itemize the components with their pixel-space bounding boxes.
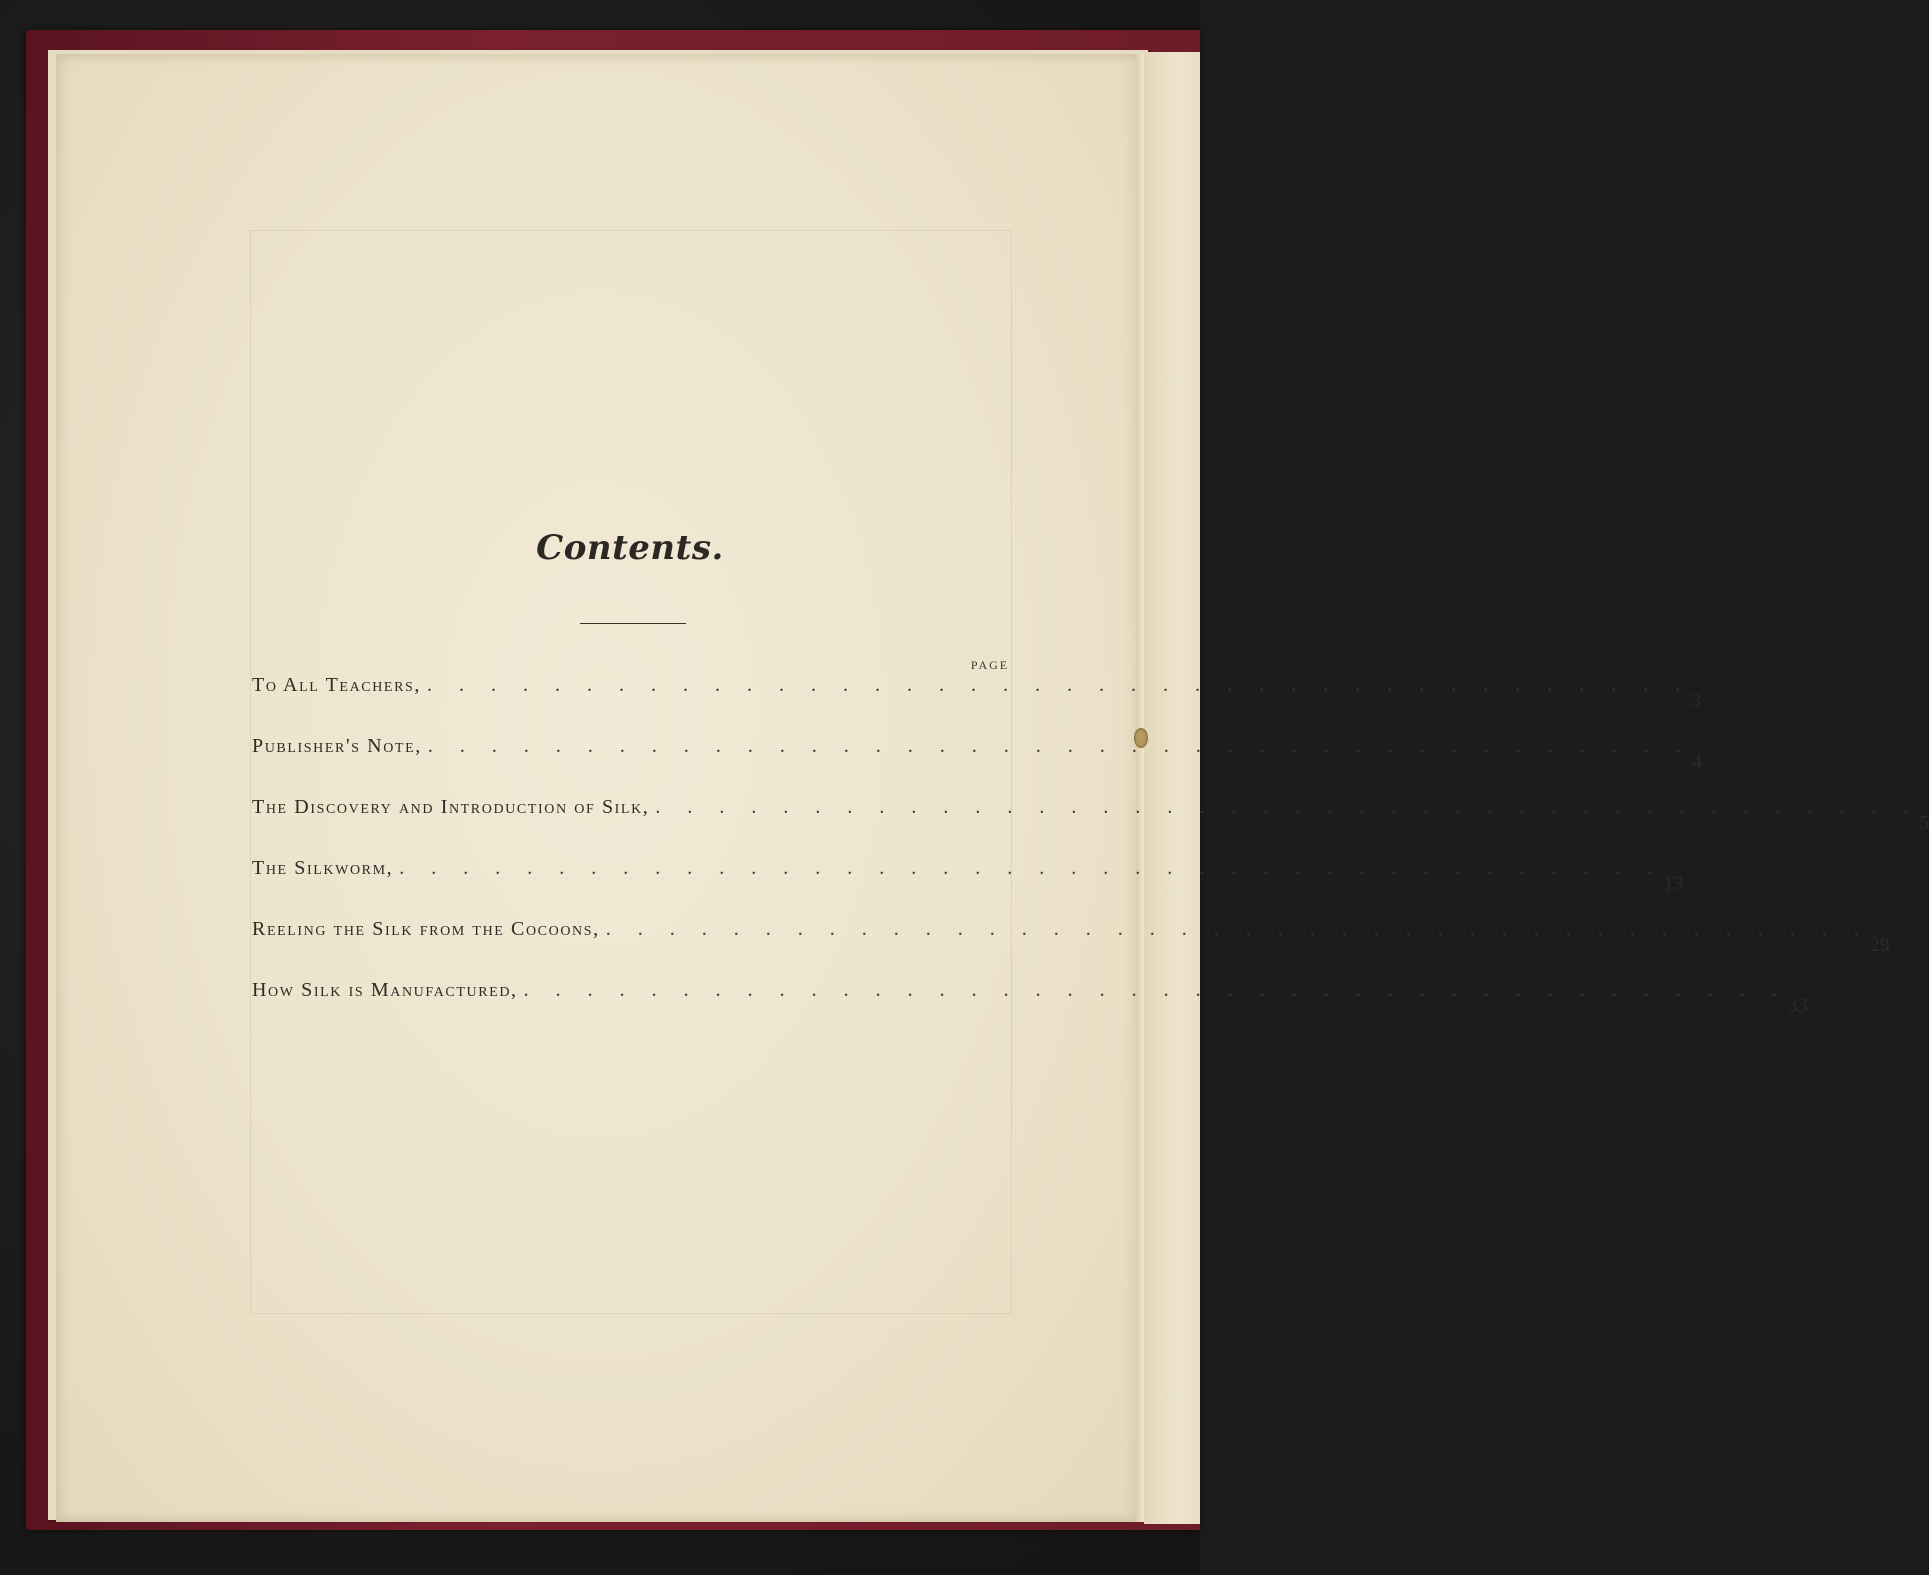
dot-leader: . . . . . . . . . . . . . . . . . . . . . . . . . . . . . . . . . . . . . . . . bbox=[427, 674, 1692, 696]
dot-leader: . . . . . . . . . . . . . . . . . . . . . . . . . . . . . . . . . . . . . . . . bbox=[605, 918, 1870, 940]
facing-page-edge bbox=[1144, 52, 1200, 1524]
toc-entry-title: The Discovery and Introduction of Silk, bbox=[252, 796, 650, 818]
toc-entry[interactable] bbox=[252, 733, 1702, 794]
toc-entry-title: The Silkworm, bbox=[252, 857, 394, 879]
toc-entry[interactable] bbox=[252, 672, 1702, 733]
toc-entry-page: 33 bbox=[1787, 995, 1808, 1017]
toc-entry-title: How Silk is Manufactured, bbox=[252, 979, 518, 1001]
page-column-label: PAGE bbox=[970, 658, 1010, 672]
dot-leader: . . . . . . . . . . . . . . . . . . . . . . . . . . . . . . . . . . . . . . . . bbox=[523, 979, 1788, 1001]
toc-entry-page: 3 bbox=[1691, 690, 1702, 712]
title-rule bbox=[580, 623, 686, 624]
table-of-contents bbox=[252, 672, 1929, 1038]
toc-entry-page: 29 bbox=[1869, 934, 1890, 956]
toc-entry[interactable] bbox=[252, 794, 1929, 855]
page-title: Contents. bbox=[536, 528, 724, 568]
dot-leader: . . . . . . . . . . . . . . . . . . . . . . . . . . . . . . . . . . . . . . . . bbox=[655, 796, 1920, 818]
toc-entry-page: 13 bbox=[1663, 873, 1684, 895]
toc-entry[interactable] bbox=[252, 855, 1684, 916]
toc-entry[interactable] bbox=[252, 916, 1890, 977]
dot-leader: . . . . . . . . . . . . . . . . . . . . . . . . . . . . . . . . . . . . . . . . bbox=[427, 735, 1692, 757]
toc-entry[interactable] bbox=[252, 977, 1808, 1038]
toc-entry-title: Publisher's Note, bbox=[252, 735, 422, 757]
dot-leader: . . . . . . . . . . . . . . . . . . . . . . . . . . . . . . . . . . . . . . . . bbox=[399, 857, 1664, 879]
toc-entry-title: To All Teachers, bbox=[252, 674, 422, 696]
gutter bbox=[1136, 54, 1144, 1522]
toc-entry-page: 5 bbox=[1919, 812, 1929, 834]
toc-entry-page: 4 bbox=[1691, 751, 1702, 773]
toc-entry-title: Reeling the Silk from the Cocoons, bbox=[252, 918, 600, 940]
